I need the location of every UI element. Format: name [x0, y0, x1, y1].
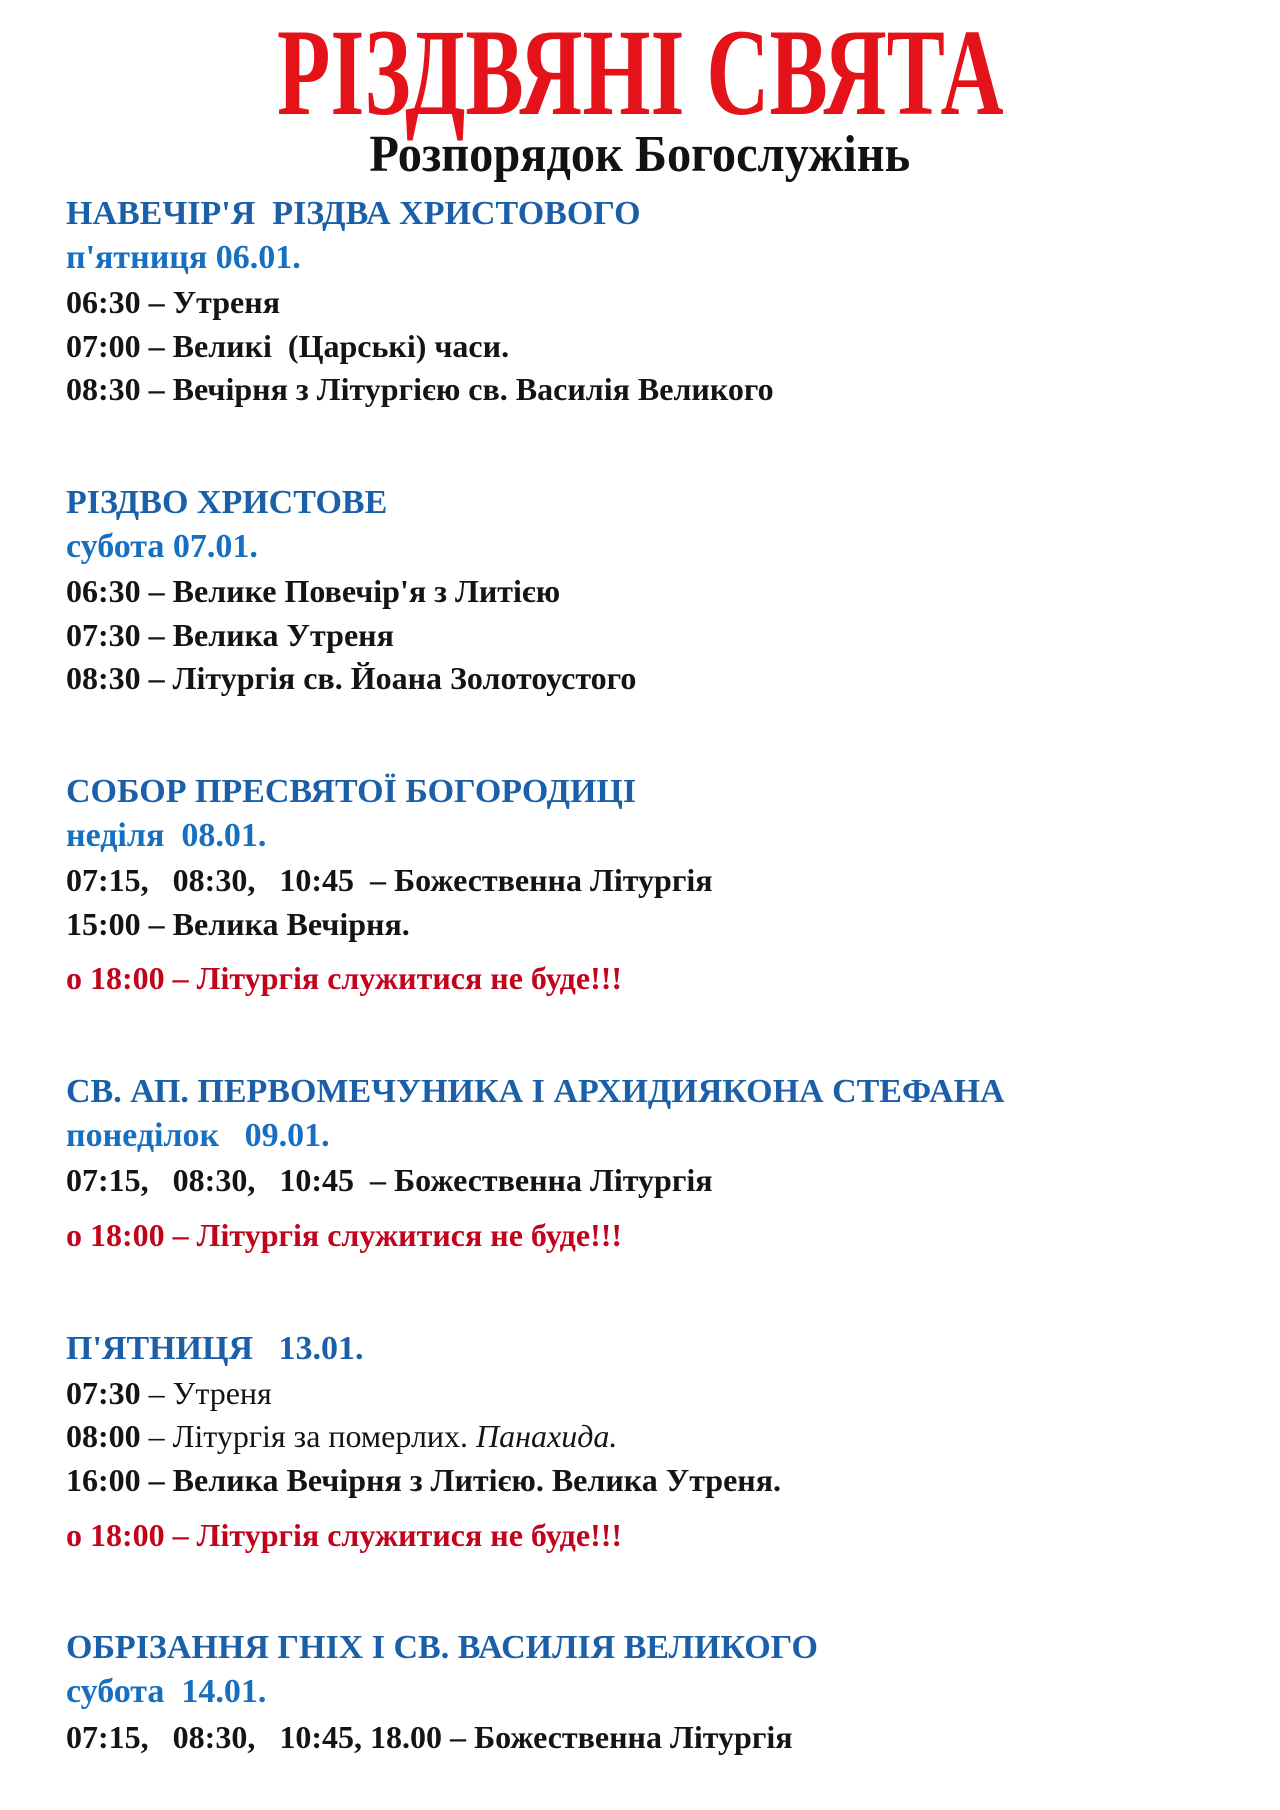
schedule-text-segment: 08:30 – Літургія св. Йоана Золотоустого [66, 660, 637, 697]
section-heading: П'ЯТНИЦЯ 13.01. [66, 1329, 364, 1367]
schedule-line [66, 658, 1250, 700]
schedule-text-segment: Панахида. [476, 1418, 618, 1455]
schedule-text-segment: 07:15, 08:30, 10:45, 18.00 – Божественна Літургія [66, 1718, 793, 1755]
schedule-section [66, 1327, 1250, 1557]
section-date: субота 14.01. [66, 1673, 267, 1711]
schedule-line [66, 1160, 1250, 1202]
page-subtitle-text: Розпорядок Богослужінь [369, 126, 911, 184]
section-date: субота 07.01. [66, 527, 258, 565]
section-heading: НАВЕЧІР'Я РІЗДВА ХРИСТОВОГО [66, 194, 641, 232]
schedule-text-segment: 08:00 [66, 1418, 141, 1455]
schedule-text-segment: 07:15, 08:30, 10:45 – Божественна Літургія [66, 862, 713, 899]
schedule-line [66, 904, 1250, 946]
schedule-line [66, 369, 1250, 411]
schedule-text-segment: 06:30 – Велике Повечір'я з Литією [66, 573, 561, 610]
section-date: понеділок 09.01. [66, 1117, 330, 1155]
sections [0, 192, 1280, 1759]
schedule-text-segment: – Утреня [140, 1374, 272, 1411]
section-date: п'ятниця 06.01. [66, 238, 301, 276]
section-heading: ОБРІЗАННЯ ГНІХ І СВ. ВАСИЛІЯ ВЕЛИКОГО [66, 1629, 818, 1667]
schedule-line [66, 326, 1250, 368]
schedule-text-segment: 07:15, 08:30, 10:45 – Божественна Літургія [66, 1162, 713, 1199]
page-subtitle [0, 127, 1280, 183]
schedule-section [66, 770, 1250, 1000]
page-title-text: РІЗДВЯНІ СВЯТА [276, 4, 1004, 141]
cancellation-notice [66, 1215, 1250, 1257]
schedule-line [66, 282, 1250, 324]
page-title [0, 4, 1280, 141]
section-date: неділя 08.01. [66, 817, 267, 855]
schedule-text-segment: 07:30 [66, 1374, 141, 1411]
schedule-text-segment: о 18:00 – Літургія служитися не буде!!! [66, 960, 623, 997]
schedule-text-segment: 06:30 – Утреня [66, 283, 280, 320]
schedule-section [66, 1070, 1250, 1257]
schedule-text-segment: 07:00 – Великі (Царські) часи. [66, 327, 510, 364]
schedule-text-segment: 15:00 – Велика Вечірня. [66, 905, 410, 942]
schedule-line [66, 1416, 1250, 1458]
section-heading: РІЗДВО ХРИСТОВЕ [66, 483, 388, 521]
schedule-text-segment: 16:00 – Велика Вечірня з Литією. Велика Утреня. [66, 1461, 782, 1498]
schedule-text-segment: 07:30 – Велика Утреня [66, 616, 394, 653]
section-heading: СВ. АП. ПЕРВОМЕЧУНИКА І АРХИДИЯКОНА СТЕФАНА [66, 1073, 1005, 1111]
schedule-section [66, 481, 1250, 700]
schedule-line [66, 1373, 1250, 1415]
schedule-line [66, 615, 1250, 657]
schedule-section [66, 1626, 1250, 1758]
schedule-section [66, 192, 1250, 411]
schedule-line [66, 571, 1250, 613]
schedule-text-segment: о 18:00 – Літургія служитися не буде!!! [66, 1516, 623, 1553]
schedule-text-segment: 08:30 – Вечірня з Літургією св. Василія Великого [66, 371, 774, 408]
schedule-line [66, 860, 1250, 902]
cancellation-notice [66, 958, 1250, 1000]
schedule-line [66, 1460, 1250, 1502]
schedule-text-segment: о 18:00 – Літургія служитися не буде!!! [66, 1216, 623, 1253]
schedule-line [66, 1717, 1250, 1759]
cancellation-notice [66, 1515, 1250, 1557]
section-heading: СОБОР ПРЕСВЯТОЇ БОГОРОДИЦІ [66, 772, 637, 810]
schedule-text-segment: – Літургія за померлих. [140, 1418, 477, 1455]
